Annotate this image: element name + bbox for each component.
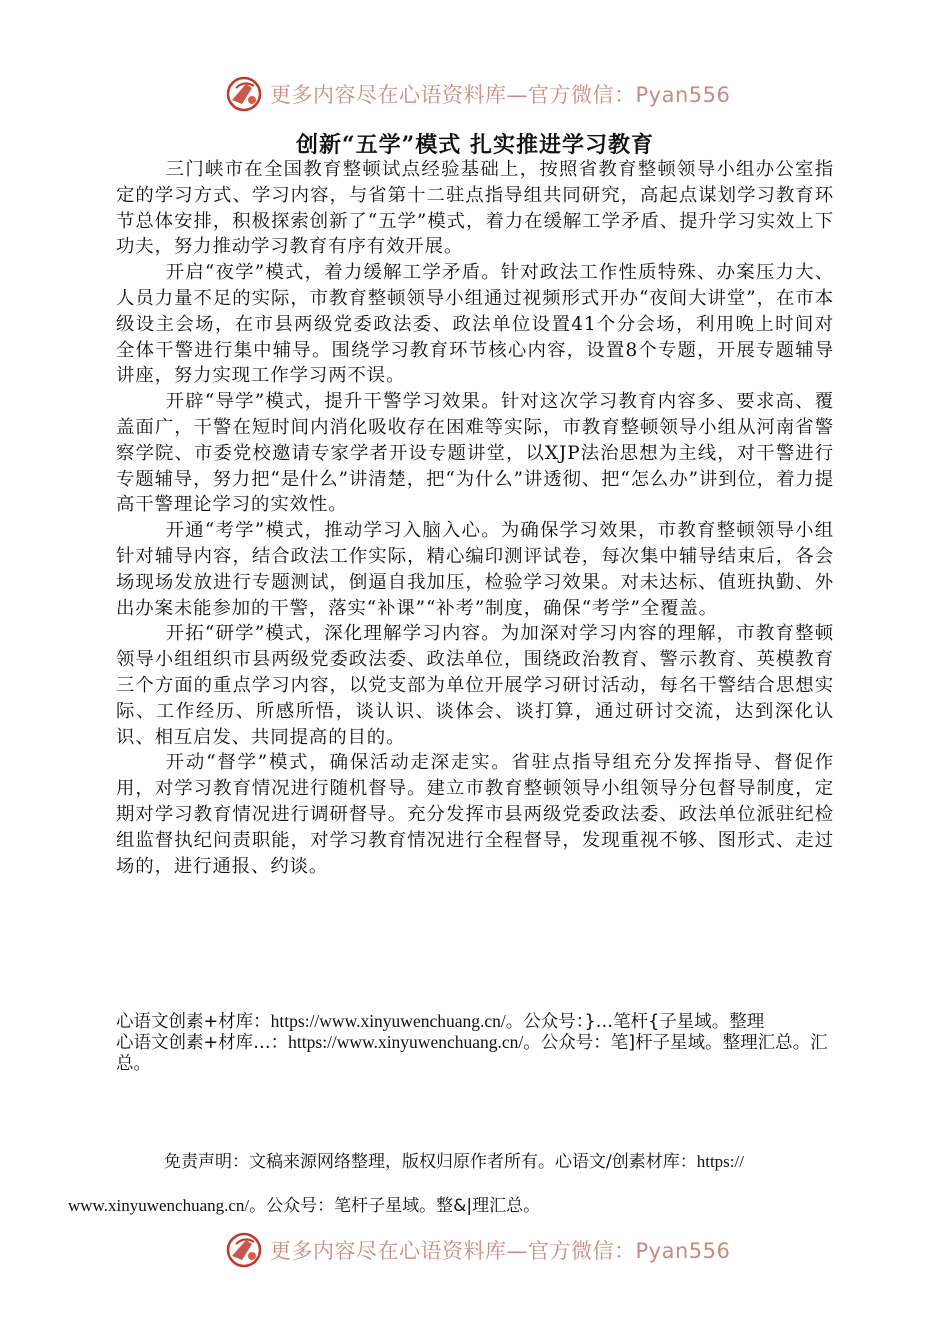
paragraph-research-study: 开拓“研学”模式，深化理解学习内容。为加深对学习内容的理解，市教育整顿领导小组组织市县两级党委政法委、政法单位，围绕政治教育、警示教育、英模教育三个方面的重点学习内容，以党支部为单位开展学习研讨活动，每名干警结合思想实际、工作经历、所感所悟，谈认识、谈体会、谈打算，通过研讨交流，达到深化认识、相互启发、共同提高的目的。 — [116, 623, 834, 748]
source-line-1-prefix: 心语文创素+材库： — [116, 1012, 271, 1032]
seal-logo-icon — [224, 74, 264, 114]
disclaimer-url-part2[interactable]: www.xinyuwenchuang.cn/ — [68, 1196, 250, 1215]
source-line-1-suffix: 。公众号：}…笔杆{子星域。整理 — [505, 1012, 765, 1032]
document-title: 创新“五学”模式 扎实推进学习教育 — [296, 132, 654, 158]
footer-banner-text[interactable]: 更多内容尽在心语资料库—官方微信：Pyan556 — [270, 1239, 731, 1263]
disclaimer — [68, 1140, 836, 1228]
source-line-2 — [116, 1032, 836, 1075]
paragraph-intro: 三门峡市在全国教育整顿试点经验基础上，按照省教育整顿领导小组办公室指定的学习方式、学习内容，与省第十二驻点指导组共同研究，高起点谋划学习教育环节总体安排，积极探索创新了“五学”模式，着力在缓解工学矛盾、提升学习实效上下功夫，努力推动学习教育有序有效开展。 — [116, 159, 834, 258]
paragraph-exam-study: 开通“考学”模式，推动学习入脑入心。为确保学习效果，市教育整顿领导小组针对辅导内容，结合政法工作实际，精心编印测评试卷，每次集中辅导结束后，各会场现场发放进行专题测试，倒逼自我加压，检验学习效果。对未达标、值班执勤、外出办案未能参加的干警，落实“补课”“补考”制度，确保“考学”全覆盖。 — [116, 520, 834, 619]
source-line-1 — [116, 1011, 836, 1033]
disclaimer-label: 免责声明：文稿来源网络整理，版权归原作者所有。心语文/创素材库： — [164, 1152, 697, 1172]
paragraph-supervised-study: 开动“督学”模式，确保活动走深走实。省驻点指导组充分发挥指导、督促作用，对学习教育情况进行随机督导。建立市教育整顿领导小组领导分包督导制度，定期对学习教育情况进行调研督导。充分发挥市县两级党委政法委、政法单位派驻纪检组监督执纪问责职能，对学习教育情况进行全程督导，发现重视不够、图形式、走过场的，进行通报、约谈。 — [116, 752, 834, 877]
seal-logo-icon — [224, 1230, 264, 1270]
paragraph-guided-study: 开辟“导学”模式，提升干警学习效果。针对这次学习教育内容多、要求高、覆盖面广，干警在短时间内消化吸收存在困难等实际，市教育整顿领导小组从河南省警察学院、市委党校邀请专家学者开设专题讲堂，以XJP法治思想为主线，对干警进行专题辅导，努力把“是什么”讲清楚，把“为什么”讲透彻、把“怎么办”讲到位，着力提高干警理论学习的实效性。 — [116, 391, 834, 516]
header-banner-text[interactable]: 更多内容尽在心语资料库—官方微信：Pyan556 — [270, 83, 731, 107]
source-line-1-url[interactable]: https://www.xinyuwenchuang.cn/ — [270, 1011, 506, 1031]
document-body — [116, 157, 834, 879]
header-banner — [224, 74, 730, 114]
source-line-2-prefix: 心语文创素+材库…： — [116, 1033, 289, 1053]
source-line-2-suffix: 。公众号：笔]杆子星域。整理汇总。汇总。 — [116, 1033, 828, 1074]
source-line-2-url[interactable]: https://www.xinyuwenchuang.cn/ — [288, 1032, 524, 1052]
footer-banner — [224, 1230, 730, 1270]
paragraph-night-study: 开启“夜学”模式，着力缓解工学矛盾。针对政法工作性质特殊、办案压力大、人员力量不足的实际，市教育整顿领导小组通过视频形式开办“夜间大讲堂”，在市本级设主会场，在市县两级党委政法委、政法单位设置41个分会场，利用晚上时间对全体干警进行集中辅导。围绕学习教育环节核心内容，设置8个专题，开展专题辅导讲座，努力实现工作学习两不误。 — [116, 262, 834, 387]
disclaimer-suffix: 。公众号：笔杆子星域。整&|理汇总。 — [249, 1196, 541, 1216]
disclaimer-url-part1[interactable]: https:// — [696, 1152, 744, 1171]
